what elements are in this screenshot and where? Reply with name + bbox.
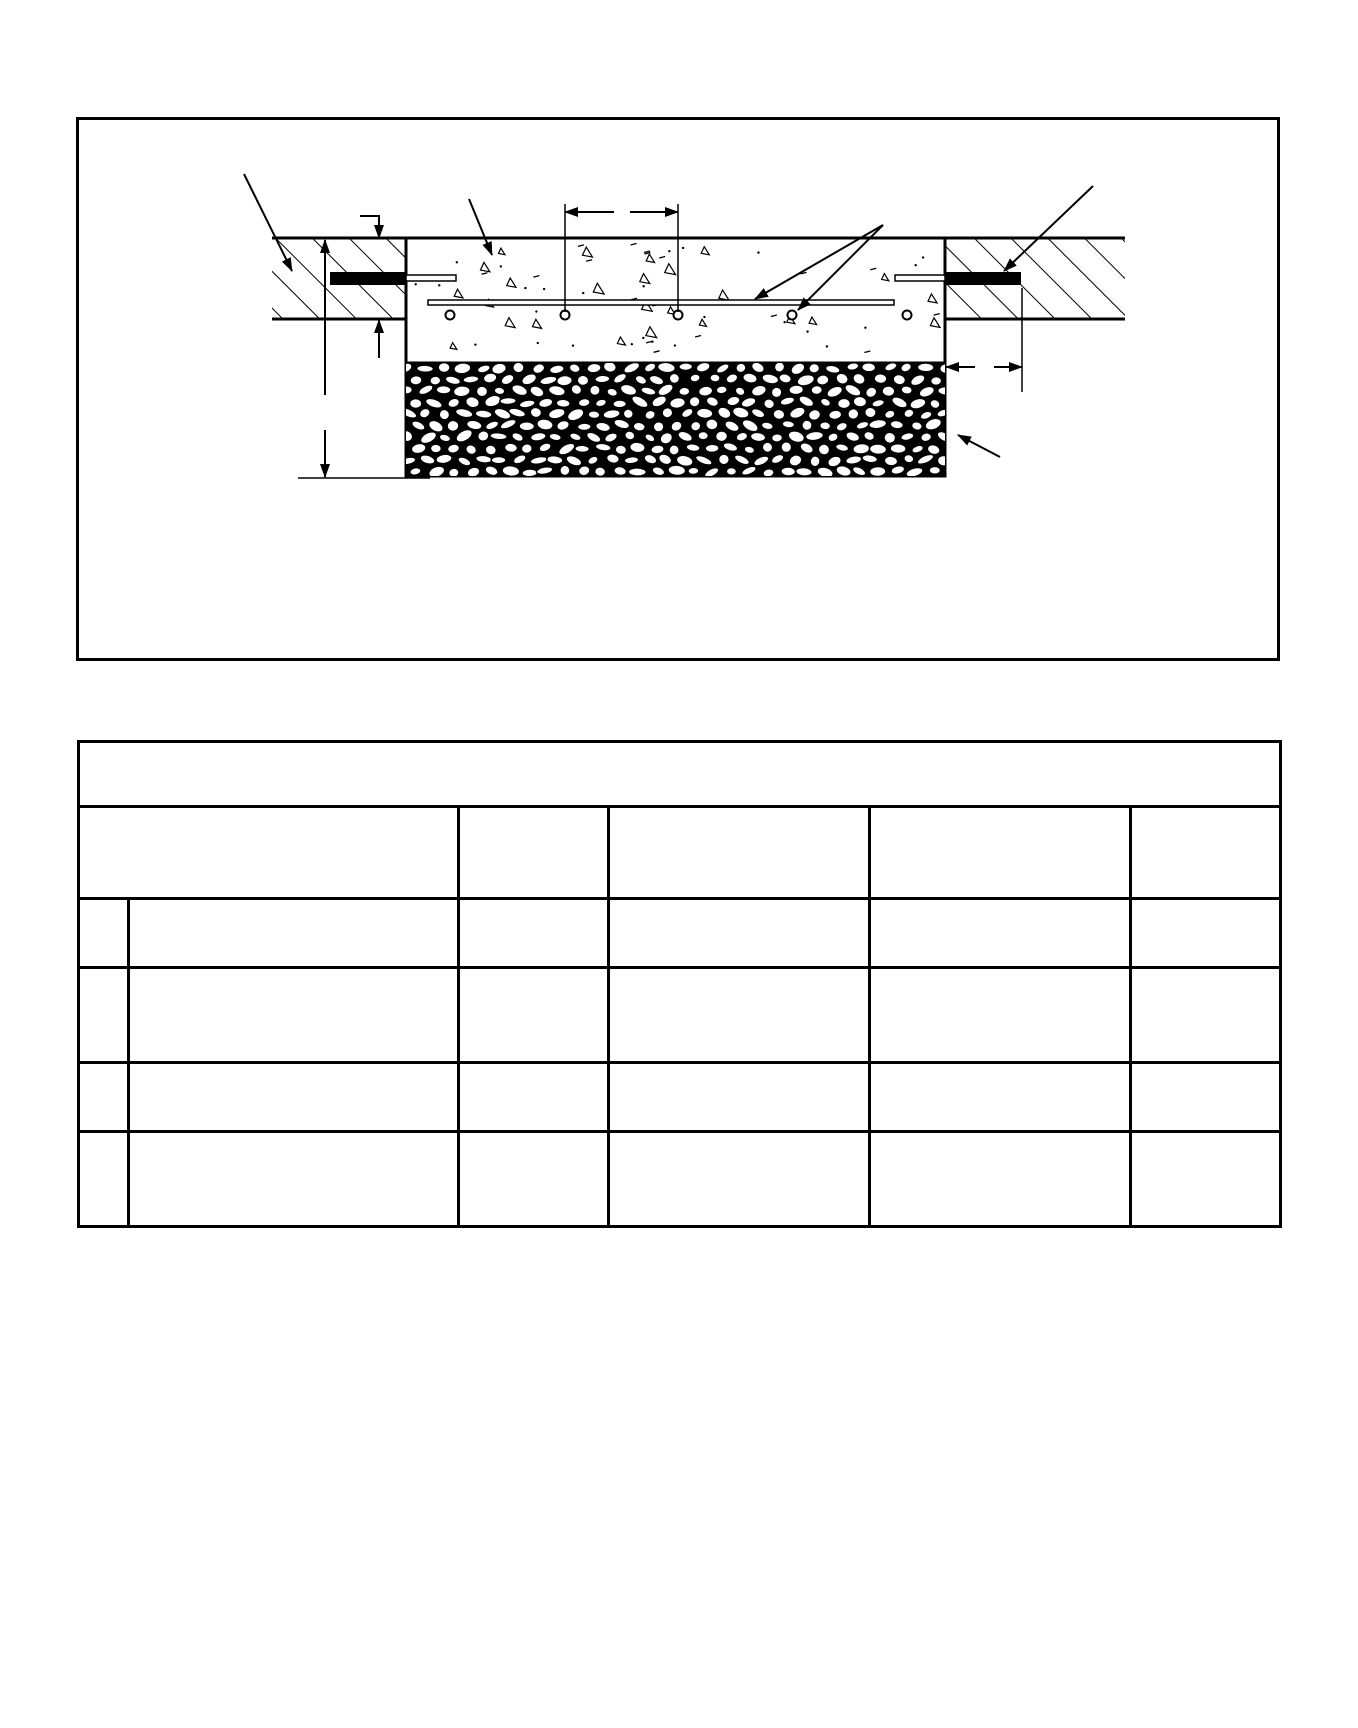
tie-bar-left [406, 275, 456, 281]
table-cell [609, 968, 870, 1063]
header-cell [609, 807, 870, 899]
pavement-patch-section-drawing [0, 0, 1358, 700]
table-cell [870, 1063, 1131, 1132]
header-cell [79, 807, 459, 899]
table-row [79, 1063, 1281, 1132]
table-cell [1131, 1063, 1281, 1132]
table-row [79, 1132, 1281, 1227]
header-cell [1131, 807, 1281, 899]
table-cell [459, 968, 609, 1063]
table-cell [459, 1132, 609, 1227]
header-cell [870, 807, 1131, 899]
table-cell [1131, 899, 1281, 968]
row-description [129, 1132, 459, 1227]
table-cell [870, 899, 1131, 968]
table-cell [870, 968, 1131, 1063]
specification-table [77, 740, 1282, 1228]
table-cell [609, 1063, 870, 1132]
table-title [79, 742, 1281, 807]
header-cell [459, 807, 609, 899]
row-description [129, 968, 459, 1063]
longitudinal-reinforcing-bar [428, 300, 894, 305]
leader-existing-pavement [244, 174, 292, 271]
table-cell [870, 1132, 1131, 1227]
table-cell [609, 1132, 870, 1227]
row-number [79, 968, 129, 1063]
joint-material-right [945, 272, 1021, 285]
table-cell [609, 899, 870, 968]
table-row [79, 899, 1281, 968]
tie-bar-right [895, 275, 945, 281]
row-number [79, 899, 129, 968]
aggregate-base [399, 360, 962, 480]
table-cell [459, 1063, 609, 1132]
table-row [79, 968, 1281, 1063]
leader-aggregate-base [958, 435, 1000, 457]
row-number [79, 1132, 129, 1227]
bar-section [903, 311, 912, 320]
row-description [129, 1063, 459, 1132]
row-number [79, 1063, 129, 1132]
bar-section [446, 311, 455, 320]
row-description [129, 899, 459, 968]
table-cell [1131, 1132, 1281, 1227]
table-cell [459, 899, 609, 968]
table-cell [1131, 968, 1281, 1063]
bar-section [788, 311, 797, 320]
joint-material-left [330, 272, 406, 285]
